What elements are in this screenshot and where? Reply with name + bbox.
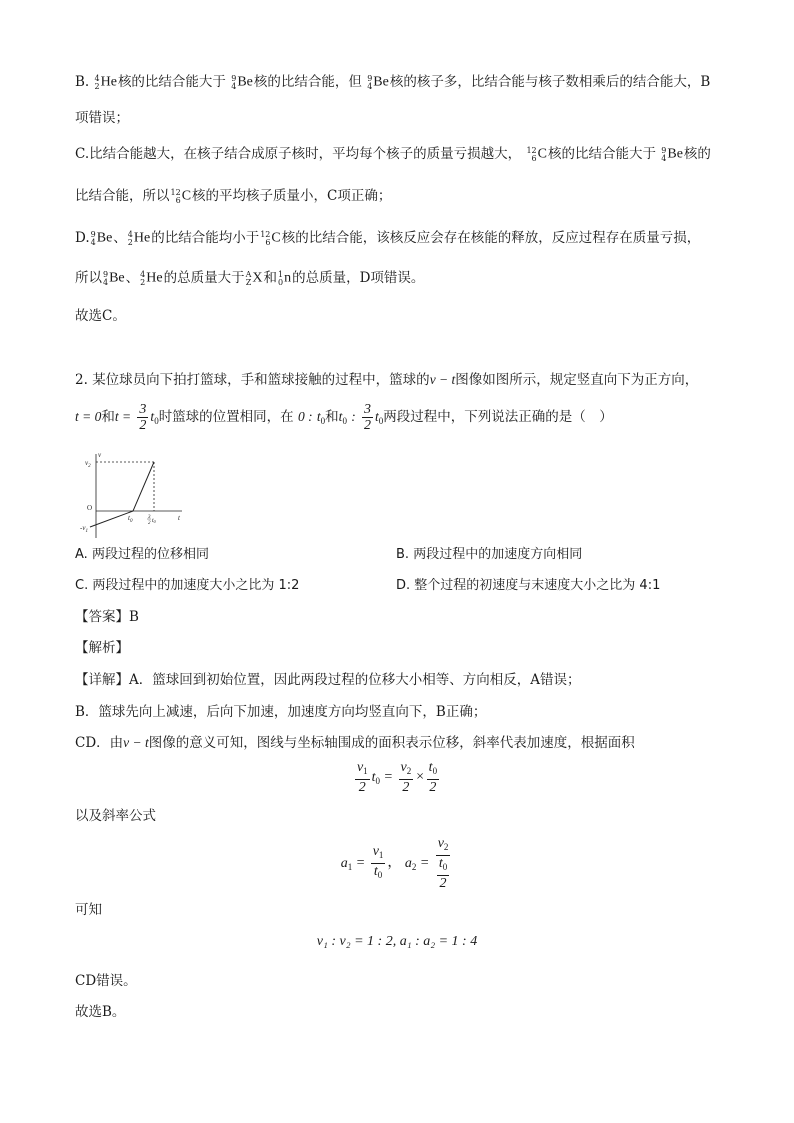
velocity-line-first [90,511,133,527]
velocity-line-second [133,462,154,511]
option-d[interactable]: D. 整个过程的初速度与末速度大小之比为 4:1 [396,578,661,593]
text: B. [75,74,90,90]
solution-line-c: C.比结合能越大，在核子结合成原子核时，平均每个核子的质量亏损越大， 12 6 C核的比结合能大于 9 4 Be核的 [75,145,711,163]
fraction-3-2: $\frac{3}{2}$ [364,402,372,433]
carbon-nuclide: 12 6 C [526,145,547,163]
solution-line-d: D. 9 4 Be、 4 2 He的比结合能均小于 12 6 C核的比结合能，该核反应会存在核能的释放，反应过程存在质量亏损， [75,229,701,247]
answer-line: 【答案】B [75,609,139,625]
helium-nuclide: 4 2 He [127,229,151,247]
solution-line-b2: 项错误； [75,110,129,126]
analysis-label: 【解析】 [75,640,129,656]
option-a[interactable]: A. 两段过程的位移相同 [75,547,209,562]
beryllium-nuclide: 9 4 Be [367,73,389,91]
beryllium-nuclide: 9 4 Be [90,229,113,247]
t-end-den: 2 [148,521,151,526]
detail-line-b: B．篮球先向上减速，后向下加速，加速度方向均竖直向下，B正确； [75,704,487,720]
question-stem-line1: 2. 某位球员向下拍打篮球，手和篮球接触的过程中，篮球的v − t图像如图所示，规定竖直向下为正方向， [75,372,699,388]
solution-line-c2: 比结合能，所以 12 6 C核的平均核子质量小，C项正确； [75,187,392,205]
question-stem-line2: t = 0和t = $\frac{3}{2}$ $t_0$时篮球的位置相同，在 0 : $t_0$和$t_0$ : $\frac{3}{2}$ $t_0$两段过程中，下列说法正确的是（ ） [75,402,613,433]
carbon-nuclide: 12 6 C [170,187,192,205]
detail-line-a: 【详解】A．篮球回到初始位置，因此两段过程的位移大小相等、方向相反，A错误； [75,672,581,688]
can-know: 可知 [75,902,102,918]
detail-line-cd: CD．由v − t图像的意义可知，图线与坐标轴围成的面积表示位移，斜率代表加速度，根据面积 [75,735,635,751]
solution-line-b [75,72,710,93]
equation-slope: $a_1$ = $\frac{v_1}{t_0}$ ， $a_2$ = $v_2$ $t_0$ 2 [340,836,449,891]
text: 核的比结合能，但 [253,74,362,90]
equation-area: $\frac{v_1}{2}$ $t_0$ = $\frac{v_2}{2}$ × $\frac{t_0}{2}$ [356,760,438,795]
detail-choose: 故选B。 [75,1004,126,1020]
solution-line-d2: 所以 9 4 Be、 4 2 He的总质量大于 A Z X和 1 0 n的总质量，D项错误。 [75,269,425,287]
text: 核的核子多，比结合能与核子数相乘后的结合能大，B [389,74,711,90]
text: 核的比结合能大于 [117,74,226,90]
fraction-3-2: $\frac{3}{2}$ [139,402,147,433]
t0-label: $t_0$ [128,514,133,524]
beryllium-nuclide: 9 4 Be [103,269,125,287]
v2-label: $v_2$ [85,459,91,469]
neg-v1-label: $-v_1$ [80,524,88,534]
helium-nuclide: 4 2 He [140,269,163,287]
option-b[interactable]: B. 两段过程中的加速度方向相同 [396,547,583,562]
cd-wrong: CD错误。 [75,973,137,989]
vt-graph [78,450,188,542]
solution-choose: 故选C。 [75,308,126,324]
v-axis-label: v [98,451,102,459]
option-c[interactable]: C. 两段过程中的加速度大小之比为 1:2 [75,578,300,593]
slope-intro: 以及斜率公式 [75,808,156,824]
t-end-t: t0 [152,518,156,524]
beryllium-nuclide: 9 4 Be [661,145,683,163]
x-nuclide: A Z X [245,269,263,287]
t-axis-label: t [178,514,180,522]
t-end-num: 3 [148,515,151,520]
beryllium-nuclide: 9 4 Be [231,73,253,91]
equation-ratio: v₁ : v₂ = 1 : 2, a₁ : a₂ = 1 : 4 [316,934,478,949]
origin-label: O [87,504,93,512]
helium-nuclide: 4 2 He [94,73,117,91]
carbon-nuclide: 12 6 C [260,229,281,247]
neutron-nuclide: 1 0 n [277,269,292,287]
